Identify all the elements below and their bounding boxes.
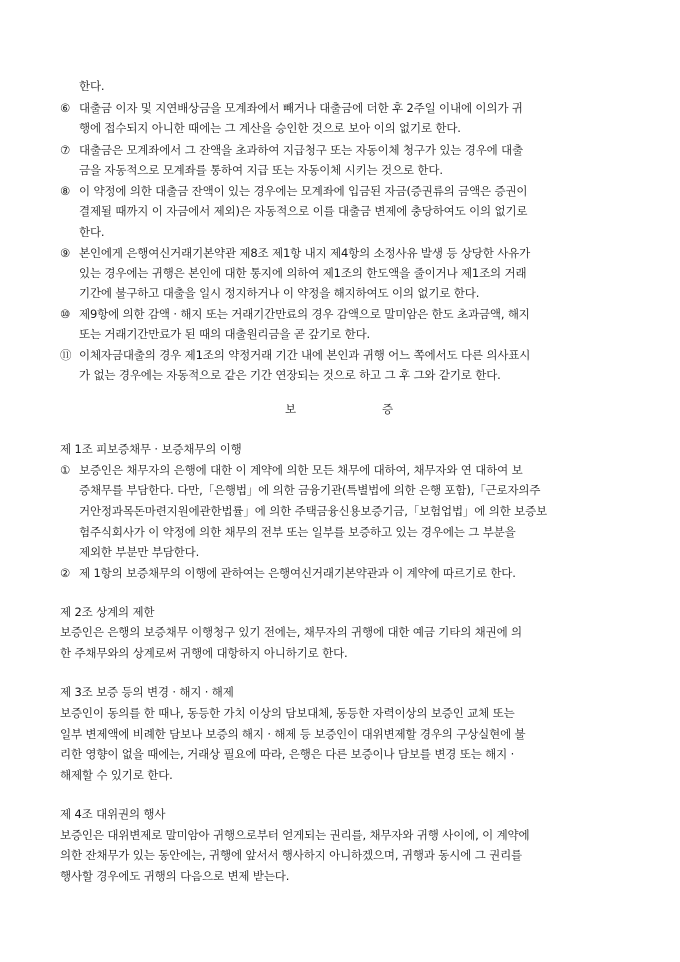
item-text-line: 제 1항의 보증채무의 이행에 관하여는 은행여신거래기본약관과 이 계약에 따르기로 한다. xyxy=(79,566,516,580)
item-text-line: 또는 거래기간만료가 된 때의 대출원리금을 곧 갚기로 한다. xyxy=(79,327,371,341)
item-number: ⑨ xyxy=(60,246,71,260)
item-number: ⑩ xyxy=(60,307,71,321)
item-text-line: 가 없는 경우에는 자동적으로 같은 기간 연장되는 것으로 하고 그 후 그와 같기로 한다. xyxy=(79,368,501,382)
article-text-line: 한 주채무와의 상계로써 귀행에 대항하지 아니하기로 한다. xyxy=(60,646,348,660)
article-text-line: 보증인이 동의를 한 때나, 동등한 가치 이상의 담보대체, 동등한 자력이상의 보증인 교체 또는 xyxy=(60,706,515,720)
section-heading-char: 보 xyxy=(285,402,297,416)
article-text-line: 보증인은 은행의 보증채무 이행청구 있기 전에는, 채무자의 귀행에 대한 예금 기타의 채권에 의 xyxy=(60,625,523,639)
article-title: 제 3조 보증 등의 변경 · 해지 · 해제 xyxy=(60,685,234,699)
item-text-line: 행에 접수되지 아니한 때에는 그 계산을 승인한 것으로 보아 이의 없기로 한다. xyxy=(79,121,461,135)
item-number: ① xyxy=(60,463,71,477)
item-text-line: 기간에 불구하고 대출을 일시 정지하거나 이 약정을 해지하여도 이의 없기로 한다. xyxy=(79,286,480,300)
article-text-line: 의한 잔채무가 있는 동안에는, 귀행에 앞서서 행사하지 아니하겠으며, 귀행과 동시에 그 권리를 xyxy=(60,848,523,862)
item-text-line: 험주식회사가 이 약정에 의한 채무의 전부 또는 일부를 보증하고 있는 경우에는 그 부분을 xyxy=(79,525,516,539)
article-title: 제 4조 대위권의 행사 xyxy=(60,807,166,821)
item-number: ⑥ xyxy=(60,101,71,115)
item-text-line: 금을 자동적으로 모계좌를 통하여 지급 또는 자동이체 시키는 것으로 한다. xyxy=(79,163,443,177)
item-text-line: 증채무를 부담한다. 다만,「은행법」에 의한 금융기관(특별법에 의한 은행 포함),「근로자의주 xyxy=(79,483,541,497)
item-number: ② xyxy=(60,566,71,580)
item-text-line: 한다. xyxy=(79,225,105,239)
article-text-line: 해제할 수 있기로 한다. xyxy=(60,768,173,782)
article-text-line: 보증인은 대위변제로 말미암아 귀행으로부터 얻게되는 권리를, 채무자와 귀행 사이에, 이 계약에 xyxy=(60,828,530,842)
item-text-line: 있는 경우에는 귀행은 본인에 대한 통지에 의하여 제1조의 한도액을 줄이거나 제1조의 거래 xyxy=(79,266,527,280)
item-text-line: 대출금은 모계좌에서 그 잔액을 초과하여 지급청구 또는 자동이체 청구가 있는 경우에 대출 xyxy=(79,143,524,157)
article-title: 제 1조 피보증채무 · 보증채무의 이행 xyxy=(60,442,242,456)
item-text-line: 제외한 부분만 부담한다. xyxy=(79,545,200,559)
item-text-line: 본인에게 은행여신거래기본약관 제8조 제1항 내지 제4항의 소정사유 발생 등 상당한 사유가 xyxy=(79,246,531,260)
item-text-line: 거안정과목돈마련지원에관한법률」에 의한 주택금융신용보증기금,「보험업법」에 의한 보증보 xyxy=(79,504,548,518)
item-text-line: 결제될 때까지 이 자금에서 제외)은 자동적으로 이를 대출금 변제에 충당하여도 이의 없기로 xyxy=(79,204,528,218)
item-text-line: 보증인은 채무자의 은행에 대한 이 계약에 의한 모든 채무에 대하여, 채무자와 연 대하여 보 xyxy=(79,463,523,477)
item-text-line: 이 약정에 의한 대출금 잔액이 있는 경우에는 모계좌에 입금된 자금(증권류의 금액은 증권이 xyxy=(79,184,528,198)
item-number: ⑦ xyxy=(60,143,71,157)
item-number: ⑪ xyxy=(60,348,72,362)
item-text-line: 제9항에 의한 감액 · 해지 또는 거래기간만료의 경우 감액으로 말미암은 한도 초과금액, 해지 xyxy=(79,307,530,321)
article-text-line: 리한 영향이 없을 때에는, 거래상 필요에 따라, 은행은 다른 보증이나 담보를 변경 또는 해지 · xyxy=(60,747,515,761)
article-text-line: 행사할 경우에도 귀행의 다음으로 변제 받는다. xyxy=(60,869,290,883)
item-number: ⑧ xyxy=(60,184,71,198)
section-heading-char: 증 xyxy=(382,402,394,416)
item-text-line: 이체자금대출의 경우 제1조의 약정거래 기간 내에 본인과 귀행 어느 쪽에서도 다른 의사표시 xyxy=(79,348,531,362)
continued-line: 한다. xyxy=(79,79,105,93)
article-title: 제 2조 상계의 제한 xyxy=(60,605,155,619)
item-text-line: 대출금 이자 및 지연배상금을 모계좌에서 빼거나 대출금에 더한 후 2주일 이내에 이의가 귀 xyxy=(79,101,523,115)
article-text-line: 일부 변제액에 비례한 담보나 보증의 해지 · 해제 등 보증인이 대위변제할 경우의 구상실현에 불 xyxy=(60,727,526,741)
